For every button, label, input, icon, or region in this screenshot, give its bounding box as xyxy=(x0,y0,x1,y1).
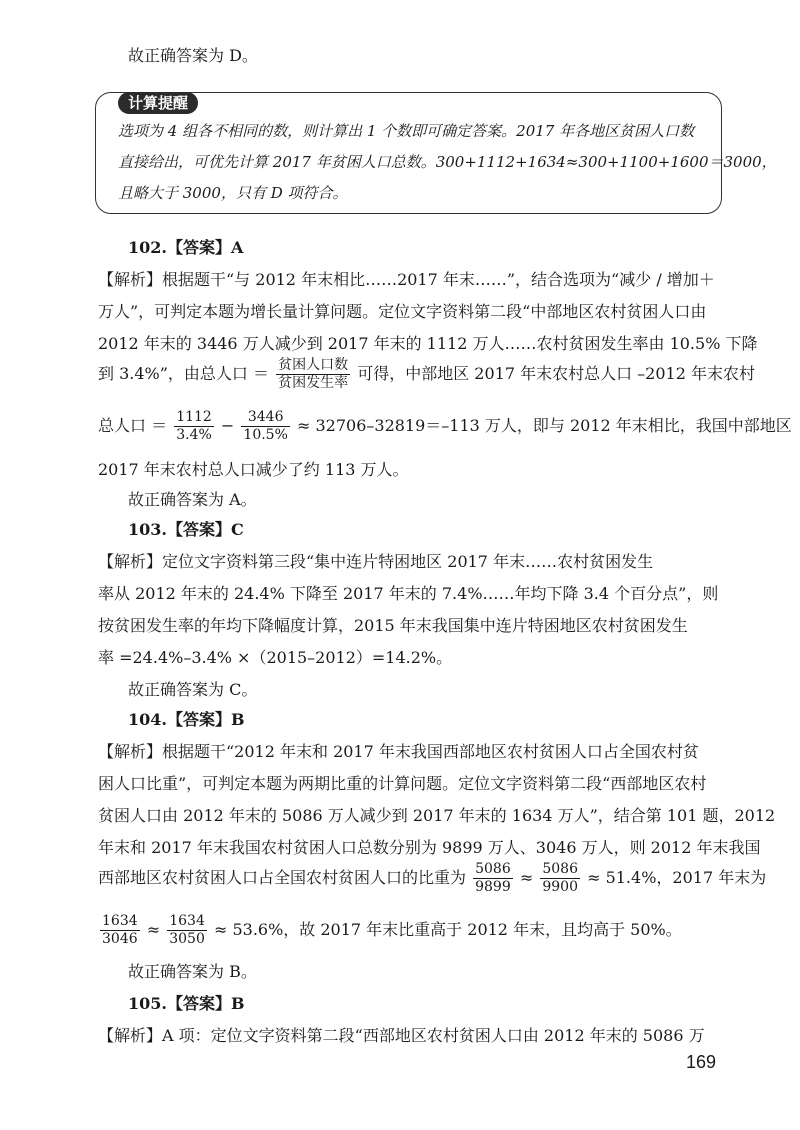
q102-line-2: 万人”，可判定本题为增长量计算问题。定位文字资料第二段“中部地区农村贫困人口由 xyxy=(98,302,707,321)
fraction-numerator: 1112 xyxy=(176,409,212,425)
q104-line-4: 年末和 2017 年末我国农村贫困人口总数分别为 9899 万人、3046 万人，则 2012 年末我国 xyxy=(98,838,761,857)
q104-line-2: 困人口比重”，可判定本题为两期比重的计算问题。定位文字资料第二段“西部地区农村 xyxy=(98,774,707,793)
fraction-1634-over-3046 xyxy=(100,913,140,948)
approx-sign: ≈ xyxy=(146,920,161,939)
q104-line-1: 【解析】根据题干“2012 年末和 2017 年末我国西部地区农村贫困人口占全国农村贫 xyxy=(98,742,699,761)
q102-line-3: 2012 年末的 3446 万人减少到 2017 年末的 1112 万人……农村贫困发生率由 10.5% 下降 xyxy=(98,334,758,353)
fraction-denominator: 9899 xyxy=(475,879,511,895)
answer-103-heading: 103.【答案】C xyxy=(128,520,244,539)
fraction-numerator: 1634 xyxy=(169,913,205,929)
tip-line-3: 且略大于 3000，只有 D 项符合。 xyxy=(118,184,348,202)
fraction-numerator: 1634 xyxy=(102,913,138,929)
fraction-1112-over-3-4 xyxy=(174,409,214,444)
q102-line-5-post: ≈ 32706–32819＝–113 万人，即与 2012 年末相比，我国中部地区 xyxy=(297,416,792,435)
fraction-3446-over-10-5 xyxy=(241,409,289,444)
q104-line-6-post: ≈ 53.6%，故 2017 年末比重高于 2012 年末，且均高于 50%。 xyxy=(213,920,682,939)
q102-line-6: 2017 年末农村总人口减少了约 113 万人。 xyxy=(98,460,409,479)
fraction-population-formula xyxy=(276,357,350,392)
q103-line-2: 率从 2012 年末的 24.4% 下降至 2017 年末的 7.4%……年均下降 3.4 个百分点”，则 xyxy=(98,584,719,603)
page-number: 169 xyxy=(686,1052,717,1072)
fraction-1634-over-3050 xyxy=(167,913,207,948)
fraction-denominator: 10.5% xyxy=(243,427,288,443)
answer-102-heading: 102.【答案】A xyxy=(128,238,244,257)
q103-line-4: 率 =24.4%–3.4% ×（2015–2012）=14.2%。 xyxy=(98,648,453,667)
q102-line-5 xyxy=(98,406,792,446)
q104-line-5 xyxy=(98,858,767,898)
answer-105-heading: 105.【答案】B xyxy=(128,994,245,1013)
q102-line-4-post: 可得，中部地区 2017 年末农村总人口 –2012 年末农村 xyxy=(357,364,755,383)
q103-line-1: 【解析】定位文字资料第三段“集中连片特困地区 2017 年末……农村贫困发生 xyxy=(98,552,654,571)
tip-line-1: 选项为 4 组各不相同的数，则计算出 1 个数即可确定答案。2017 年各地区贫困人口数 xyxy=(118,122,695,140)
q105-line-1: 【解析】A 项：定位文字资料第二段“西部地区农村贫困人口由 2012 年末的 5086 万 xyxy=(98,1026,705,1045)
q103-line-3: 按贫困发生率的年均下降幅度计算，2015 年末我国集中连片特困地区农村贫困发生 xyxy=(98,616,688,635)
q104-line-5-pre: 西部地区农村贫困人口占全国农村贫困人口的比重为 xyxy=(98,868,467,887)
fraction-5086-over-9900 xyxy=(540,861,580,896)
fraction-denominator: 9900 xyxy=(542,879,578,895)
conclusion-c: 故正确答案为 C。 xyxy=(128,680,258,699)
answer-104-heading: 104.【答案】B xyxy=(128,710,245,729)
q102-line-5-pre: 总人口 ＝ xyxy=(98,416,168,435)
fraction-numerator: 贫困人口数 xyxy=(278,357,349,373)
q102-line-4 xyxy=(98,354,755,394)
calculation-tip-label: 计算提醒 xyxy=(118,92,198,114)
approx-sign: ≈ xyxy=(519,868,534,887)
fraction-denominator: 3050 xyxy=(169,931,205,947)
fraction-numerator: 5086 xyxy=(542,861,578,877)
q104-line-6 xyxy=(98,910,738,950)
fraction-numerator: 5086 xyxy=(475,861,511,877)
fraction-numerator: 3446 xyxy=(241,409,289,427)
fraction-denominator: 3.4% xyxy=(176,427,212,443)
q104-line-3: 贫困人口由 2012 年末的 5086 万人减少到 2017 年末的 1634 万人”，结合第 101 题，2012 xyxy=(98,806,776,825)
q104-line-5-post: ≈ 51.4%，2017 年末为 xyxy=(587,868,767,887)
fraction-denominator: 3046 xyxy=(102,931,138,947)
minus-sign: − xyxy=(220,416,235,435)
tip-line-2: 直接给出，可优先计算 2017 年贫困人口总数。300+1112+1634≈300+1100+1600＝3000， xyxy=(118,153,777,171)
conclusion-a: 故正确答案为 A。 xyxy=(128,490,257,509)
conclusion-b: 故正确答案为 B。 xyxy=(128,962,257,981)
q102-line-1: 【解析】根据题干“与 2012 年末相比……2017 年末……”，结合选项为“减少 / 增加＋ xyxy=(98,270,715,289)
fraction-5086-over-9899 xyxy=(473,861,513,896)
q102-line-4-pre: 到 3.4%”，由总人口 ＝ xyxy=(98,364,270,383)
fraction-denominator: 贫困发生率 xyxy=(278,375,349,391)
conclusion-d: 故正确答案为 D。 xyxy=(128,46,258,65)
